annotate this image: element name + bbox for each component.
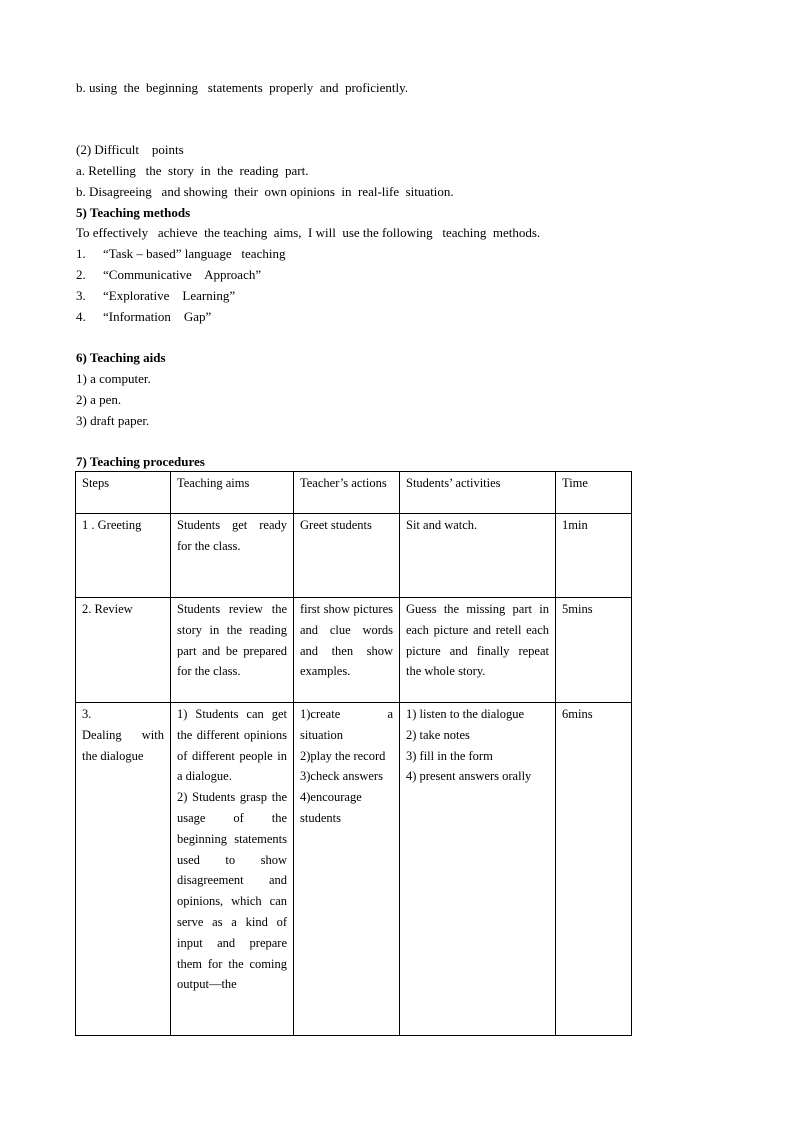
step-cell: 1 . Greeting: [76, 514, 171, 598]
step-number: 3.: [82, 707, 92, 721]
table-row: [76, 514, 632, 598]
time-cell: 1min: [556, 514, 632, 598]
procedures-table: [75, 471, 632, 1036]
action-item: 1)create a situation: [300, 707, 393, 742]
table-header-row: [76, 472, 632, 514]
actions-cell: [294, 703, 400, 1036]
action-item: 2)play the record: [300, 748, 386, 763]
difficult-point-b: b. Disagreeing and showing their own opinions in real-life situation.: [76, 184, 454, 199]
activity-item: 3) fill in the form: [406, 748, 493, 763]
step-cell: [76, 703, 171, 1036]
teaching-methods-intro: To effectively achieve the teaching aims, I will use the following teaching methods.: [76, 225, 541, 240]
column-header-time: Time: [556, 472, 632, 514]
activity-item: 2) take notes: [406, 727, 470, 742]
step-title: Dealing with the dialogue: [82, 727, 164, 763]
teaching-methods-heading: 5) Teaching methods: [76, 205, 191, 220]
difficult-points-heading: (2) Difficult points: [76, 142, 184, 157]
activities-cell: Sit and watch.: [400, 514, 556, 598]
teaching-aids-heading: 6) Teaching aids: [76, 350, 166, 365]
time-cell: 5mins: [556, 598, 632, 703]
method-item-4: [76, 306, 211, 327]
difficult-point-a: a. Retelling the story in the reading part.: [76, 163, 309, 178]
step-cell: 2. Review: [76, 598, 171, 703]
method-item-num: 2.: [76, 267, 86, 282]
method-item-text: “Information Gap”: [103, 309, 212, 324]
activities-cell: Guess the missing part in each picture and retell each picture and finally repeat the whole story.: [400, 598, 556, 703]
column-header-actions: Teacher’s actions: [294, 472, 400, 514]
actions-cell: first show pictures and clue words and then show examples.: [294, 598, 400, 703]
method-item-num: 1.: [76, 246, 86, 261]
aims-cell: Students get ready for the class.: [171, 514, 294, 598]
method-item-num: 3.: [76, 288, 86, 303]
aims-cell: Students review the story in the reading part and be prepared for the class.: [171, 598, 294, 703]
method-item-num: 4.: [76, 309, 86, 324]
aid-item-3: 3) draft paper.: [76, 413, 150, 428]
table-row: [76, 598, 632, 703]
method-item-2: [76, 264, 261, 285]
aims-cell: [171, 703, 294, 1036]
actions-cell: Greet students: [294, 514, 400, 598]
aid-item-1: 1) a computer.: [76, 371, 151, 386]
intro-line: b. using the beginning statements properly and proficiently.: [76, 80, 409, 95]
activity-item: 4) present answers orally: [406, 769, 532, 784]
activities-cell: [400, 703, 556, 1036]
action-item: 3)check answers: [300, 769, 383, 784]
method-item-text: “Explorative Learning”: [103, 288, 236, 303]
column-header-aims: Teaching aims: [171, 472, 294, 514]
table-row: [76, 703, 632, 1036]
action-item: 4)encourage students: [300, 790, 362, 825]
method-item-text: “Communicative Approach”: [103, 267, 262, 282]
column-header-activities: Students’ activities: [400, 472, 556, 514]
aid-item-2: 2) a pen.: [76, 392, 122, 407]
method-item-1: [76, 243, 285, 264]
activity-item: 1) listen to the dialogue: [406, 707, 525, 721]
method-item-text: “Task – based” language teaching: [103, 246, 286, 261]
teaching-procedures-heading: 7) Teaching procedures: [76, 454, 205, 469]
aim-item: 1) Students can get the different opinions of different people in a dialogue.: [177, 707, 287, 784]
time-cell: 6mins: [556, 703, 632, 1036]
method-item-3: [76, 285, 235, 306]
aim-item: 2) Students grasp the usage of the beginning statements used to show disagreement and opinions, which can serve as a kind of input and prepare them for the coming output—the: [177, 790, 287, 992]
column-header-steps: Steps: [76, 472, 171, 514]
